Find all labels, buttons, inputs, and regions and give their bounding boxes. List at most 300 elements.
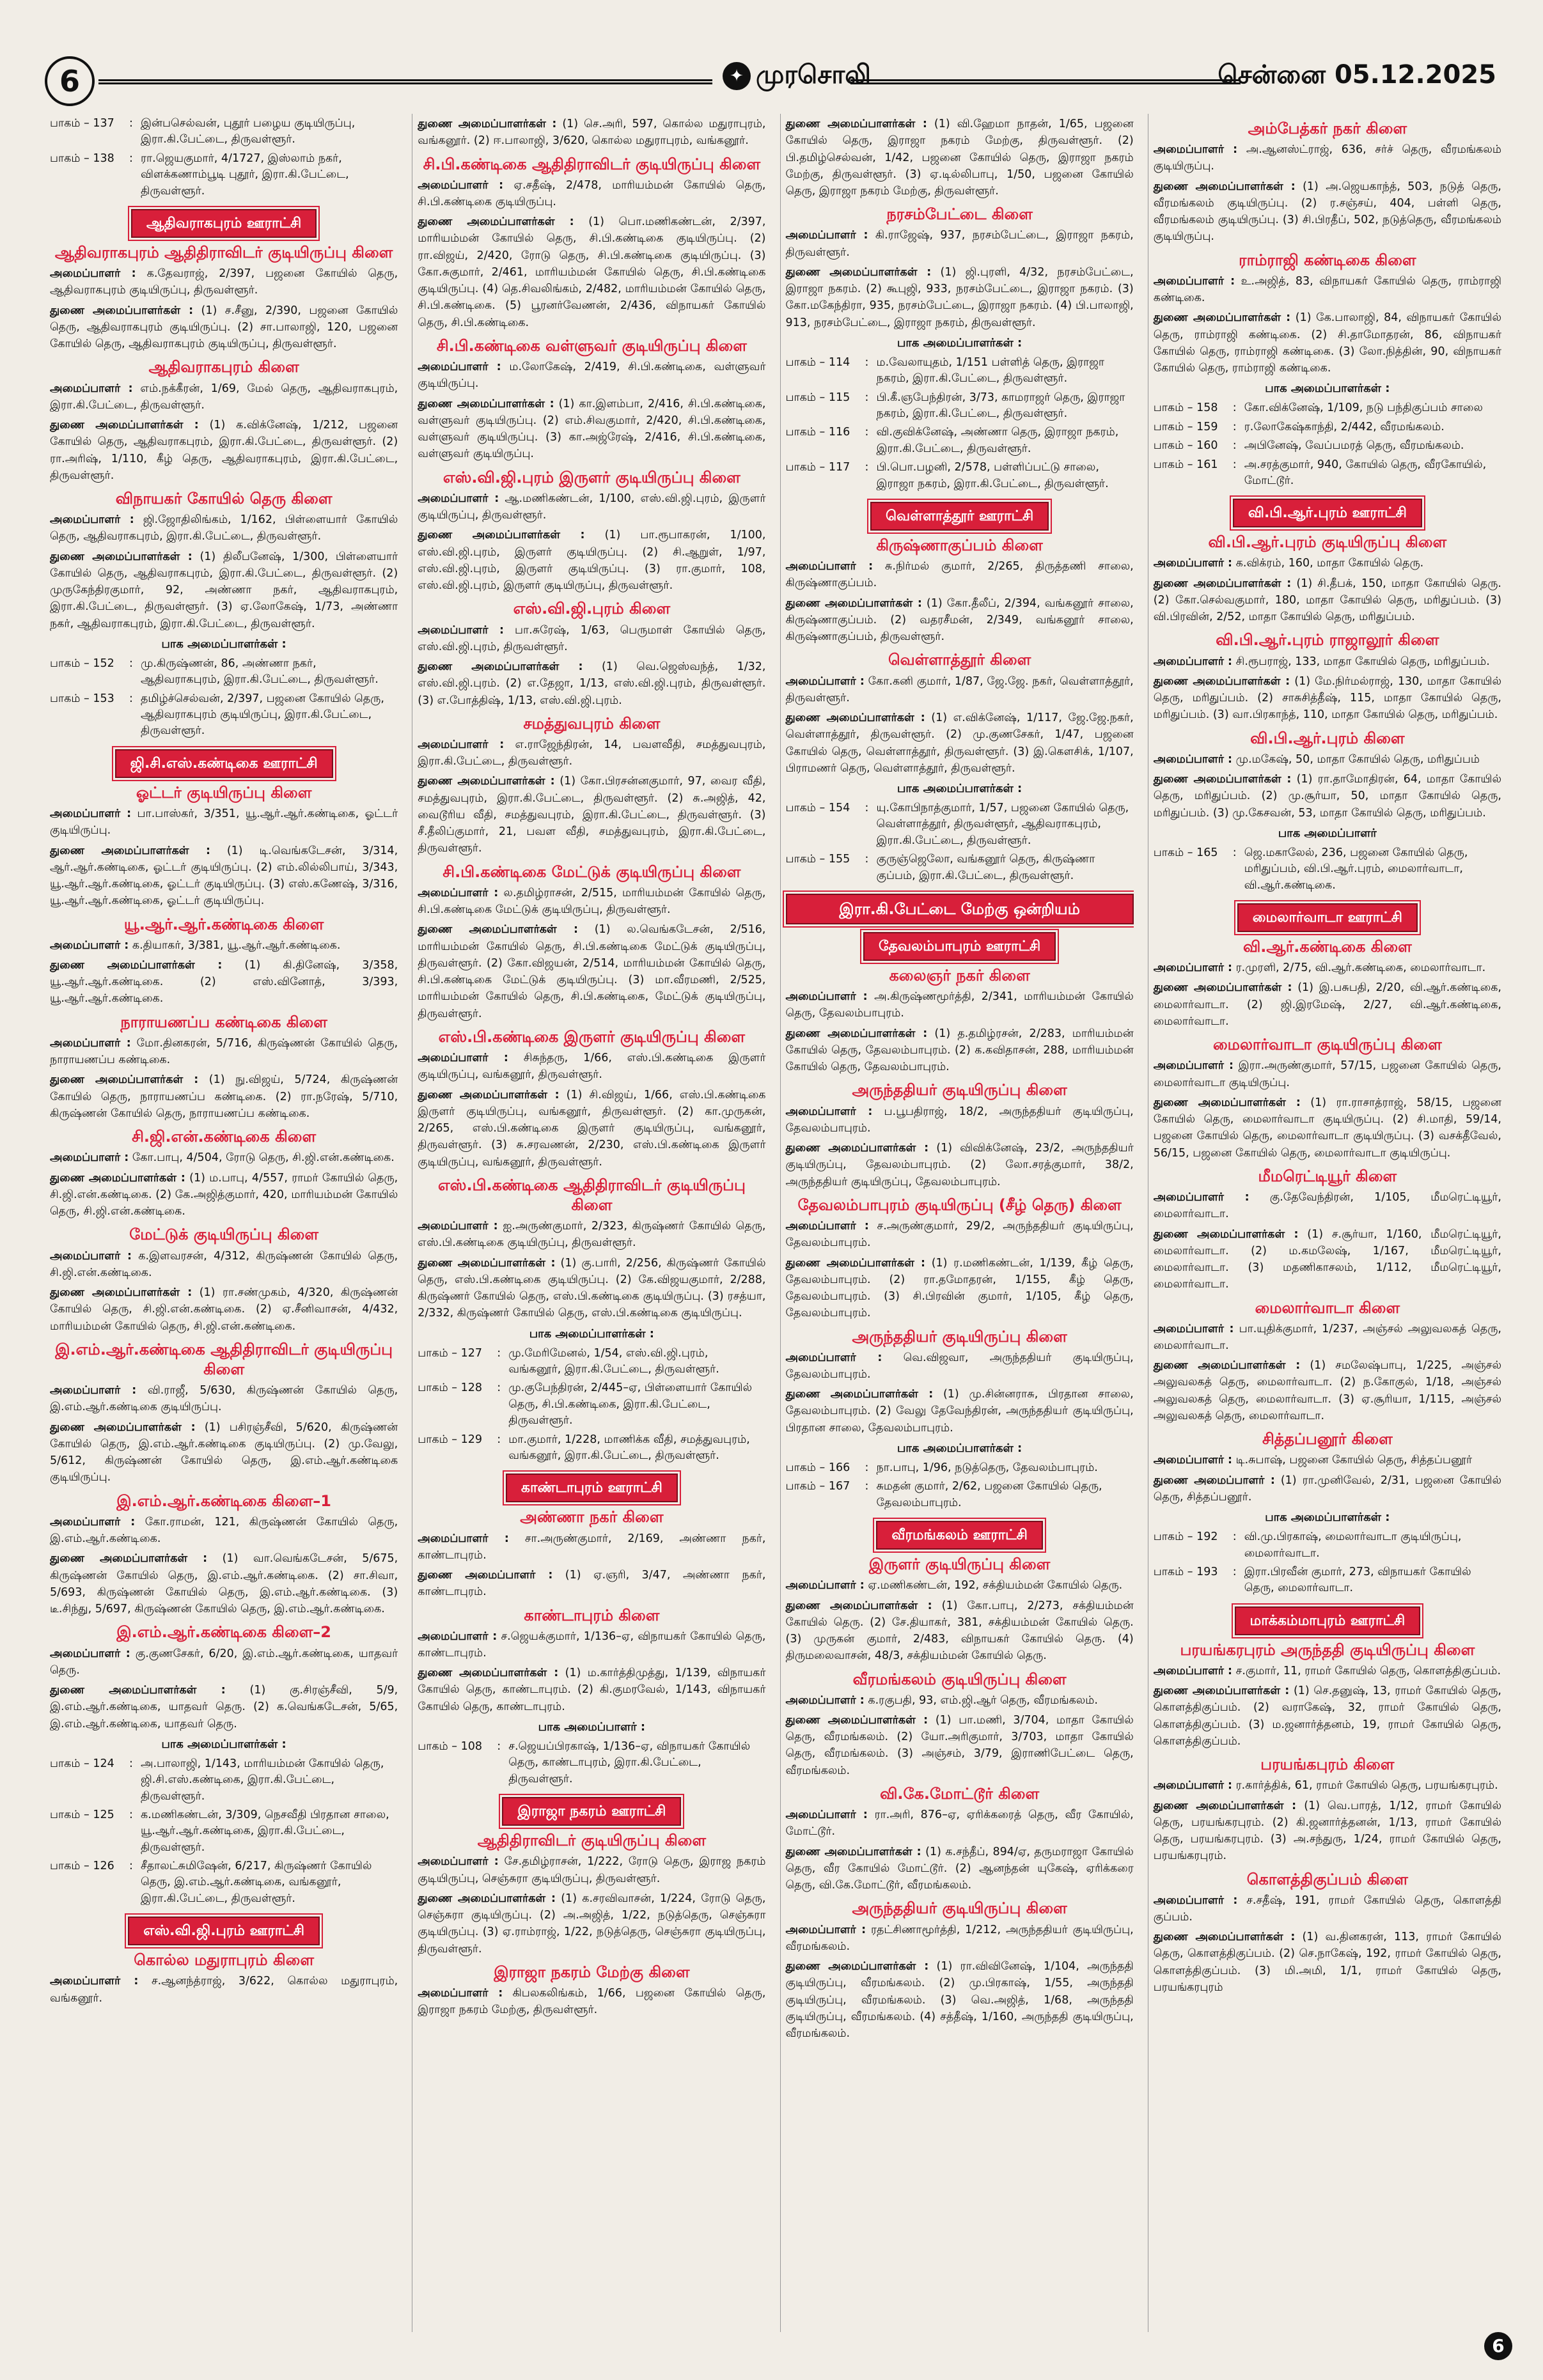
branch-heading: தேவலம்பாபுரம் குடியிருப்பு (சீழ் தெரு) கிளை bbox=[797, 1195, 1122, 1214]
entry-label: துணை அமைப்பாளர்கள் : bbox=[418, 1892, 556, 1905]
ward-number: பாகம் – 159 bbox=[1153, 420, 1218, 433]
entry-text: ஐ.அருண்குமார், 2/323, கிருஷ்ணர் கோயில் தெரு, எஸ்.பி.கண்டிகை குடியிருப்பு, திருவள்ளூர். bbox=[418, 1220, 766, 1250]
ward-number: பாகம் – 166 bbox=[785, 1461, 850, 1474]
branch-heading: வி.ஆர்.கண்டிகை கிளை bbox=[1242, 937, 1412, 956]
entry-text: (1) க.சரவிவாசன், 1/224, ரோடு தெரு, செஞ்சுரா குடியிருப்பு. (2) அ.அஜித், 1/22, நடுத்தெரு, செஞ்சுரா குடியிருப்பு. (3) ஏ.ராம்ராஜ், 1/22, நடுத்தெரு, செஞ்சுரா குடியிருப்பு, திருவள்ளூர். bbox=[418, 1892, 766, 1956]
entry-text: (1) சி.தீபக், 150, மாதா கோயில் தெரு. (2) கோ.செல்வகுமார், 180, மாதா கோயில் தெரு, மரிதுப்பம். (3) வி.பிரவின், 2/52, மாதா கோயில் தெரு, மரிதுப்பம். bbox=[1153, 577, 1501, 624]
ward-colon: : bbox=[865, 391, 869, 404]
entry-paragraph bbox=[1154, 1189, 1501, 1223]
entry-paragraph bbox=[786, 1577, 1134, 1594]
ward-colon: : bbox=[865, 1480, 869, 1493]
entry-paragraph bbox=[786, 710, 1134, 777]
entry-paragraph bbox=[418, 1665, 765, 1715]
entry-text: (1) வெ.ஜெஸ்வந்த், 1/32, எஸ்.வி.ஜி.புரம். (2) எ.தேஜா, 1/13, எஸ்.வி.ஜி.புரம், திருவள்ளூர். (3) எ.போத்திஷ், 1/13, எஸ்.வி.ஜி.புரம். bbox=[418, 660, 766, 707]
entry-text: (1) ரா.ராசாத்ராஜ், 58/15, பஜனை கோயில் தெரு, மைலார்வாடா குடியிருப்பு. (2) சி.மாதி, 59/14, பஜனை கோயில் தெரு, மைலார்வாடா குடியிருப்பு. (3) வசக்தீவேல், 56/15, பஜனை கோயில் தெரு, மைலார்வாடா குடியிருப்பு. bbox=[1153, 1096, 1501, 1160]
entry-label: அமைப்பாளர் : bbox=[50, 1384, 137, 1397]
entry-label: அமைப்பாளர் : bbox=[50, 1151, 129, 1165]
entry-label: அமைப்பாளர் : bbox=[418, 361, 501, 374]
section-band: ஆதிவராகபுரம் ஊராட்சி bbox=[131, 209, 317, 238]
entry-label: அமைப்பாளர் : bbox=[1153, 1664, 1233, 1677]
article-columns bbox=[50, 114, 1501, 2332]
entry-label: துணை அமைப்பாளர்கள் : bbox=[1153, 1684, 1290, 1698]
entry-paragraph bbox=[50, 937, 398, 954]
branch-heading: வி.பி.ஆர்.புரம் ராஜாலூர் கிளை bbox=[1216, 631, 1439, 649]
entry-label: துணை அமைப்பாளர்கள் : bbox=[785, 596, 922, 610]
entry-paragraph bbox=[50, 805, 398, 839]
entry-text: (1) சி.விஜய், 1/66, எஸ்.பி.கண்டிகை இருளர் குடியிருப்பு, வங்கனூர், திருவள்ளூர். (2) கா.முருகன், 2/265, எஸ்.பி.கண்டிகை இருளர் குடியிருப்பு, வங்கனூர், திருவள்ளூர். (3) சு.சரவணன், 2/230, எஸ்.பி.கண்டிகை இருளர் குடியிருப்பு, வங்கனூர், திருவள்ளூர். bbox=[418, 1088, 766, 1169]
entry-label: துணை அமைப்பாளர்கள் : bbox=[418, 775, 555, 788]
ward-number: பாகம் – 108 bbox=[418, 1739, 482, 1753]
branch-heading: சித்தப்பனூர் கிளை bbox=[1262, 1430, 1393, 1449]
entry-text: கு.குணசேகர், 6/20, இ.எம்.ஆர்.கண்டிகை, யாதவர் தெரு. bbox=[50, 1647, 398, 1677]
branch-heading: பரயங்கரபுரம் அருந்ததி குடியிருப்பு கிளை bbox=[1180, 1640, 1475, 1659]
entry-text: வி.ராஜீ, 5/630, கிருஷ்ணன் கோயில் தெரு, இ.எம்.ஆர்.கண்டிகை குடியிருப்பு. bbox=[50, 1384, 398, 1414]
ward-colon: : bbox=[865, 355, 869, 369]
entry-text: மோ.தினகரன், 5/716, கிருஷ்ணன் கோயில் தெரு, நாராயணப்ப கண்டிகை. bbox=[50, 1036, 398, 1067]
entry-label: அமைப்பாளர் : bbox=[50, 807, 132, 820]
entry-paragraph bbox=[1154, 653, 1501, 670]
entry-label: துணை அமைப்பாளர்கள் : bbox=[785, 712, 925, 725]
entry-paragraph bbox=[50, 1284, 398, 1335]
entry-paragraph bbox=[1154, 771, 1501, 821]
entry-label: அமைப்பாளர் : bbox=[785, 674, 865, 688]
entry-paragraph bbox=[418, 658, 765, 709]
entry-text: (1) திலீபனேஷ், 1/300, பிள்ளையார் கோயில் தெரு, ஆதிவராகபுரம், இரா.கி.பேட்டை, திருவள்ளூர். (2) முருகேந்திரகுமார், 92, அண்ணா நகர், ஆதிவராகபுரம், இரா.கி.பேட்டை, திருவள்ளூர். (3) ஏ.லோகேஷ், 1/73, அண்ணா நகர், ஆதிவராகபுரம், இரா.கி.பேட்டை, திருவள்ளூர். bbox=[50, 550, 398, 630]
entry-paragraph bbox=[1154, 1094, 1501, 1162]
ward-number: பாகம் – 155 bbox=[785, 853, 850, 866]
entry-label: அமைப்பாளர் : bbox=[785, 1923, 866, 1936]
entry-label: அமைப்பாளர் : bbox=[785, 1220, 869, 1233]
entry-label: துணை அமைப்பாளர்கள் : bbox=[1153, 1931, 1296, 1944]
entry-text: (1) வ.தினகரன், 113, ராமர் கோயில் தெரு, கொளத்திகுப்பம். (2) செ.நாகேஷ், 192, ராமர் கோயில் தெரு, கொளத்திகுப்பம். (3) மி.அமி, 1/1, ராமர் கோயில் தெரு, பரயங்கரபுரம் bbox=[1153, 1931, 1501, 1994]
entry-label: அமைப்பாளர் : bbox=[785, 1693, 865, 1707]
section-band: எஸ்.வி.ஜி.புரம் ஊராட்சி bbox=[128, 1917, 320, 1945]
ward-detail: பி.பொ.பழனி, 2/578, பள்ளிப்பட்டு சாலை, இராஜா நகரம், இரா.கி.பேட்டை, திருவள்ளூர். bbox=[876, 461, 1109, 490]
entry-text: க.தியாகர், 3/381, யூ.ஆர்.ஆர்.கண்டிகை. bbox=[132, 938, 341, 952]
entry-label: அமைப்பாளர் : bbox=[1153, 1779, 1233, 1793]
entry-label: அமைப்பாளர் : bbox=[418, 1052, 508, 1065]
entry-paragraph bbox=[418, 177, 765, 211]
entry-text: (1) பா.ரூபாகரன், 1/100, எஸ்.வி.ஜி.புரம், இருளர் குடியிருப்பு. (2) சி.ஆறுள், 1/97, எஸ்.வி.ஜி.புரம், இருளர் குடியிருப்பு. (3) ரா.குமார், 108, எஸ்.வி.ஜி.புரம், இருளர் குடியிருப்பு, திருவள்ளூர். bbox=[418, 529, 766, 593]
entry-paragraph bbox=[50, 1382, 398, 1416]
entry-paragraph bbox=[50, 1973, 398, 2007]
ward-colon: : bbox=[497, 1433, 501, 1446]
ward-colon: : bbox=[129, 117, 133, 130]
entry-label: துணை அமைப்பாளர்கள் : bbox=[1153, 577, 1292, 590]
entry-label: துணை அமைப்பாளர்கள் : bbox=[1153, 674, 1290, 688]
section-band: இராஜா நகரம் ஊராட்சி bbox=[502, 1797, 681, 1826]
entry-text: (1) சமலேஷ்பாபு, 1/225, அஞ்சல் அலுவலகத் தெரு, மைலார்வாடா. (2) ந.கோகுல், 1/18, அஞ்சல் அலுவலகத் தெரு, மைலார்வாடா. (3) ஏ.சூரியா, 1/115, அஞ்சல் அலுவலகத் தெரு, மைலார்வாடா. bbox=[1153, 1359, 1501, 1422]
entry-paragraph bbox=[418, 1985, 765, 2019]
branch-heading: அருந்ததியர் குடியிருப்பு கிளை bbox=[852, 1327, 1067, 1346]
ward-row bbox=[786, 354, 1134, 389]
ward-colon: : bbox=[1232, 401, 1237, 415]
entry-text: கிபலகலிங்கம், 1/66, பஜனை கோயில் தெரு, இராஜா நகரம் மேற்கு, திருவள்ளூர். bbox=[418, 1986, 766, 2017]
branch-heading: இ.எம்.ஆர்.கண்டிகை கிளை–2 bbox=[116, 1623, 331, 1642]
entry-text: (1) பொ.மணிகண்டன், 2/397, மாரியம்மன் கோயில் தெரு, சி.பி.கண்டிகை குடியிருப்பு. (2) ரா.விஜய், 2/420, ரோடு தெரு, சி.பி.கண்டிகை குடியிருப்பு. (3) கோ.சுகுமார், 2/461, மாரியம்மன் கோயில் தெரு, சி.பி.கண்டிகை குடியிருப்பு. (4) தெ.சிவலிங்கம், 2/482, மாரியம்மன் கோயில் தெரு, சி.பி.கண்டிகை. (5) பூரனர்வேணன், 2/436, விநாயகர் கோயில் தெரு, சி.பி.கண்டிகை. bbox=[418, 215, 766, 329]
entry-text: (1) ஜி.புரளி, 4/32, நரசம்பேட்டை, இராஜா நகரம். (2) கூபுஜி, 933, நரசம்பேட்டை, இராஜா நகரம். (3) கோ.மகேந்திரா, 935, நரசம்பேட்டை, இராஜா நகரம். (4) பி.பாலாஜி, 913, நரசம்பேட்டை, இராஜா நகரம், திருவள்ளூர். bbox=[785, 265, 1134, 329]
ward-detail: யு.கோபிநாத்குமார், 1/57, பஜனை கோயில் தெரு, வெள்ளாத்தூர், திருவள்ளூர், ஆதிவராகபுரம், இரா.கி.பேட்டை, திருவள்ளூர். bbox=[876, 802, 1129, 847]
ward-number: பாகம் – 138 bbox=[50, 152, 114, 165]
branch-heading: வெள்ளாத்தூர் கிளை bbox=[888, 651, 1031, 669]
entry-text: சே.தமிழ்ராசன், 1/222, ரோடு தெரு, இராஜ நகரம் குடியிருப்பு, செஞ்சுரா குடியிருப்பு, திருவள்ளூர். bbox=[418, 1855, 766, 1885]
entry-paragraph bbox=[418, 359, 765, 393]
entry-label: அமைப்பாளர் : bbox=[418, 178, 504, 192]
ward-colon: : bbox=[865, 461, 869, 474]
entry-text: அ.கிருஷ்ணமூர்த்தி, 2/341, மாரியம்மன் கோயில் தெரு, தேவலம்பாபுரம். bbox=[785, 990, 1134, 1020]
entry-text: க.ரகுபதி, 93, எம்.ஜி.ஆர் தெரு, வீரமங்கலம். bbox=[868, 1693, 1098, 1707]
entry-label: துணை அமைப்பாளர்கள் : bbox=[418, 118, 557, 130]
entry-paragraph bbox=[786, 116, 1134, 199]
branch-heading: மைலார்வாடா கிளை bbox=[1255, 1298, 1400, 1317]
entry-label: துணை அமைப்பாளர்கள் : bbox=[50, 844, 210, 857]
ward-colon: : bbox=[865, 802, 869, 815]
entry-label: அமைப்பாளர் : bbox=[418, 738, 505, 751]
entry-text: ர.கார்த்திக், 61, ராமர் கோயில் தெரு, பரயங்கரபுரம். bbox=[1235, 1779, 1498, 1793]
entry-paragraph bbox=[786, 264, 1134, 331]
ward-table bbox=[786, 800, 1134, 886]
entry-label: துணை அமைப்பாளர்கள் : bbox=[785, 118, 927, 130]
entry-paragraph bbox=[786, 1922, 1134, 1956]
entry-paragraph bbox=[50, 417, 398, 484]
branch-heading: சி.பி.கண்டிகை ஆதிதிராவிடர் குடியிருப்பு கிளை bbox=[423, 155, 761, 173]
entry-paragraph bbox=[1154, 1452, 1501, 1468]
entry-paragraph bbox=[786, 1807, 1134, 1840]
ward-colon: : bbox=[1232, 1565, 1237, 1578]
entry-text: ச.ஜெயக்குமார், 1/136–ஏ, விநாயகர் கோயில் தெரு, காண்டாபுரம். bbox=[418, 1629, 766, 1660]
subheading: பாக அமைப்பாளர்கள் : bbox=[1265, 382, 1390, 396]
entry-label: துணை அமைப்பாளர்கள் : bbox=[785, 1599, 932, 1612]
ward-row bbox=[1154, 844, 1501, 896]
entry-text: க.இளவரசன், 4/312, கிருஷ்ணன் கோயில் தெரு, சி.ஜி.என்.கண்டிகை. bbox=[50, 1249, 398, 1279]
entry-paragraph bbox=[1154, 309, 1501, 377]
branch-heading: ராம்ராஜி கண்டிகை கிளை bbox=[1239, 251, 1416, 269]
entry-label: அமைப்பாளர் : bbox=[50, 938, 129, 952]
ward-detail: ம.வேலாயுதம், 1/151 பள்ளித் தெரு, இராஜா நகரம், இரா.கி.பேட்டை, திருவள்ளூர். bbox=[876, 355, 1105, 385]
entry-text: (1) ச.சூர்யா, 1/160, மீமரெட்டியூர், மைலார்வாடா. (2) ம.கமலேஷ், 1/167, மீமரெட்டியூர், மைலார்வாடா. (3) மதணிகாசலம், 1/112, மீமரெட்டியூர், மைலார்வாடா. bbox=[1153, 1227, 1501, 1291]
entry-text: சி.ரூபராஜ், 133, மாதா கோயில் தெரு, மரிதுப்பம். bbox=[1235, 655, 1490, 668]
column-4 bbox=[1148, 114, 1501, 2332]
entry-paragraph bbox=[786, 1598, 1134, 1665]
subheading: பாக அமைப்பாளர்கள் : bbox=[161, 1737, 286, 1751]
entry-label: துணை அமைப்பாளர்கள் : bbox=[418, 1667, 559, 1680]
entry-text: ஆ.மணிகண்டன், 1/100, எஸ்.வி.ஜி.புரம், இருளர் குடியிருப்பு, திருவள்ளூர். bbox=[418, 492, 766, 522]
ward-detail: நா.பாபு, 1/96, நடுத்தெரு, தேவலம்பாபுரம். bbox=[876, 1461, 1098, 1474]
ward-row bbox=[50, 655, 398, 690]
ward-detail: குருஞ்ஜெலோ, வங்கனூர் தெரு, கிருஷ்ணா குப்பம், இரா.கி.பேட்டை, திருவள்ளூர். bbox=[876, 853, 1095, 882]
entry-label: அமைப்பாளர் : bbox=[50, 1036, 131, 1050]
ward-row bbox=[786, 424, 1134, 459]
ward-number: பாகம் – 192 bbox=[1153, 1530, 1218, 1544]
ward-row bbox=[1154, 400, 1501, 418]
entry-paragraph bbox=[1154, 1472, 1501, 1506]
ward-row bbox=[1154, 419, 1501, 437]
entry-text: ச.அருண்குமார், 29/2, அருந்ததியர் குடியிருப்பு, தேவலம்பாபுரம். bbox=[785, 1220, 1134, 1250]
entry-label: துணை அமைப்பாளர்கள் : bbox=[418, 529, 585, 542]
entry-text: ல.தமிழ்ராசன், 2/515, மாரியம்மன் கோயில் தெரு, சி.பி.கண்டிகை மேட்டுக் குடியிருப்பு, திருவள்ளூர். bbox=[418, 886, 766, 917]
entry-label: அமைப்பாளர் : bbox=[1153, 1454, 1233, 1467]
ward-number: பாகம் – 161 bbox=[1153, 458, 1218, 471]
masthead bbox=[45, 56, 1496, 107]
ward-colon: : bbox=[865, 853, 869, 866]
entry-label: அமைப்பாளர் : bbox=[1153, 752, 1233, 766]
entry-paragraph bbox=[1154, 1663, 1501, 1679]
ward-row bbox=[1154, 1564, 1501, 1599]
entry-text: (1) கோ.தீலீப், 2/394, வங்கனூர் சாலை, கிருஷ்ணாகுப்பம். (2) வதரசீமன், 2/349, வங்கனூர் சாலை, கிருஷ்ணாகுப்பம், திருவள்ளூர். bbox=[785, 596, 1134, 644]
ward-table bbox=[50, 655, 398, 742]
ward-row bbox=[50, 1807, 398, 1858]
ward-row bbox=[1154, 1528, 1501, 1564]
ward-colon: : bbox=[129, 692, 133, 705]
subheading: பாக அமைப்பாளர்கள் : bbox=[529, 1326, 654, 1341]
entry-text: கோ.பாபு, 4/504, ரோடு தெரு, சி.ஜி.என்.கண்டிகை. bbox=[132, 1151, 395, 1165]
entry-text: ம.லோகேஷ், 2/419, சி.பி.கண்டிகை, வள்ளுவர் குடியிருப்பு. bbox=[418, 361, 766, 391]
entry-paragraph bbox=[1154, 960, 1501, 976]
subheading: பாக அமைப்பாளர்கள் : bbox=[897, 1441, 1022, 1455]
entry-label: துணை அமைப்பாளர்கள் : bbox=[418, 660, 583, 673]
ward-number: பாகம் – 116 bbox=[785, 426, 850, 439]
ward-number: பாகம் – 129 bbox=[418, 1433, 482, 1446]
entry-paragraph bbox=[50, 1550, 398, 1617]
entry-label: அமைப்பாளர் : bbox=[418, 492, 499, 505]
section-band: இரா.கி.பேட்டை மேற்கு ஒன்றியம் bbox=[786, 894, 1134, 924]
ward-detail: பி.கீ.ஞபேந்திரன், 3/73, காமராஜர் தெரு, இராஜா நகரம், இரா.கி.பேட்டை, திருவள்ளூர். bbox=[876, 391, 1125, 421]
entry-label: துணை அமைப்பாளர்கள் : bbox=[1153, 1359, 1301, 1373]
entry-paragraph bbox=[50, 1682, 398, 1732]
ward-number: பாகம் – 126 bbox=[50, 1860, 114, 1872]
ward-colon: : bbox=[497, 1381, 501, 1395]
branch-heading: அருந்ததியர் குடியிருப்பு கிளை bbox=[852, 1899, 1067, 1918]
dateline: சென்னை 05.12.2025 bbox=[1218, 60, 1496, 89]
subheading: பாக அமைப்பாளர் bbox=[1278, 826, 1377, 840]
ward-detail: ச.ஜெயப்பிரகாஷ், 1/136–ஏ, விநாயகர் கோயில் தெரு, காண்டாபுரம், இரா.கி.பேட்டை, திருவள்ளூர். bbox=[508, 1739, 751, 1785]
branch-heading: எஸ்.பி.கண்டிகை இருளர் குடியிருப்பு கிளை bbox=[438, 1027, 746, 1046]
entry-paragraph bbox=[786, 1103, 1134, 1137]
entry-label: அமைப்பாளர் : bbox=[1153, 1059, 1234, 1073]
entry-label: துணை அமைப்பாளர்கள் : bbox=[1153, 1799, 1297, 1812]
ward-row bbox=[1154, 456, 1501, 492]
entry-label: அமைப்பாளர் : bbox=[1153, 961, 1233, 975]
entry-text: (1) க.விக்னேஷ், 1/212, பஜனை கோயில் தெரு, ஆதிவராகபுரம், இரா.கி.பேட்டை, திருவள்ளூர். (2) ரா.அரிஷ், 1/110, கீழ் தெரு, ஆதிவராகபுரம், இரா.கி.பேட்டை, திருவள்ளூர். bbox=[50, 419, 398, 482]
ward-row bbox=[50, 150, 398, 201]
entry-paragraph bbox=[1154, 1929, 1501, 1996]
ward-table bbox=[50, 1755, 398, 1909]
entry-paragraph bbox=[50, 1514, 398, 1548]
entry-paragraph bbox=[418, 527, 765, 594]
entry-paragraph bbox=[50, 1419, 398, 1486]
entry-text: சு.நிர்மல் குமார், 2/265, திருத்தணி சாலை, கிருஷ்ணாகுப்பம். bbox=[785, 560, 1134, 590]
column-3 bbox=[780, 114, 1134, 2332]
entry-label: துணை அமைப்பாளர்கள் : bbox=[1153, 180, 1296, 193]
entry-paragraph bbox=[50, 302, 398, 353]
entry-label: துணை அமைப்பாளர்கள் : bbox=[785, 1845, 921, 1858]
entry-paragraph bbox=[1154, 178, 1501, 245]
ward-number: பாகம் – 124 bbox=[50, 1757, 114, 1770]
entry-paragraph bbox=[1154, 673, 1501, 724]
entry-text: பா.சுரேஷ், 1/63, பெருமாள் கோயில் தெரு, எஸ்.வி.ஜி.புரம், திருவள்ளூர். bbox=[418, 623, 766, 653]
branch-heading: சி.பி.கண்டிகை மேட்டுக் குடியிருப்பு கிளை bbox=[443, 862, 741, 881]
branch-heading: இ.எம்.ஆர்.கண்டிகை கிளை–1 bbox=[116, 1491, 331, 1510]
section-band: காண்டாபுரம் ஊராட்சி bbox=[506, 1474, 678, 1502]
ward-detail: சுமதன் குமார், 2/62, பஜனை கோயில் தெரு, தேவலம்பாபுரம். bbox=[876, 1480, 1102, 1509]
ward-colon: : bbox=[1232, 1530, 1237, 1544]
entry-paragraph bbox=[418, 622, 765, 656]
entry-paragraph bbox=[418, 921, 765, 1022]
entry-paragraph bbox=[50, 957, 398, 1007]
ward-detail: சீதாலட்சுமிஷேன், 6/217, கிருஷ்ணர் கோயில் தெரு, இ.எம்.ஆர்.கண்டிகை, வங்கனூர், இரா.கி.பேட்டை, திருவள்ளூர். bbox=[141, 1860, 372, 1905]
entry-text: ப.பூபதிராஜ், 18/2, அருந்ததியர் குடியிருப்பு, தேவலம்பாபுரம். bbox=[785, 1105, 1134, 1135]
entry-text: அ.ஆனஸ்ட்ராஜ், 636, சர்ச் தெரு, வீரமங்கலம் குடியிருப்பு. bbox=[1153, 143, 1501, 173]
branch-heading: வீரமங்கலம் குடியிருப்பு கிளை bbox=[852, 1670, 1067, 1688]
entry-label: அமைப்பாளர் : bbox=[50, 1249, 132, 1263]
entry-paragraph bbox=[1154, 1321, 1501, 1355]
entry-label: அமைப்பாளர் : bbox=[1153, 557, 1233, 570]
entry-paragraph bbox=[1154, 979, 1501, 1030]
page-number-badge: 6 bbox=[45, 56, 95, 106]
ward-number: பாகம் – 160 bbox=[1153, 439, 1218, 453]
entry-label: அமைப்பாளர் : bbox=[785, 229, 868, 242]
subheading: பாக அமைப்பாளர்கள் : bbox=[897, 782, 1022, 796]
entry-text: (1) ர.மணிகண்டன், 1/139, கீழ் தெரு, தேவலம்பாபுரம். (2) ரா.தமோதரன், 1/155, கீழ் தெரு, தேவலம்பாபுரம். (3) சி.பிரவின் குமார், 1/105, கீழ் தெரு, தேவலம்பாபுரம். bbox=[785, 1256, 1134, 1320]
entry-text: (1) மு.சின்னராசு, பிரதான சாலை, தேவலம்பாபுரம். (2) வேலு தேவேந்திரன், அருந்ததியர் குடியிருப்பு, பிரதான சாலை, தேவலம்பாபுரம். bbox=[785, 1388, 1134, 1435]
entry-paragraph bbox=[1154, 1683, 1501, 1750]
ward-row bbox=[418, 1380, 765, 1431]
entry-label: துணை அமைப்பாளர்கள் : bbox=[50, 1420, 196, 1434]
entry-text: கோ.கனி குமார், 1/87, ஜே.ஜே. நகர், வெள்ளாத்தூர், திருவள்ளூர். bbox=[785, 674, 1134, 704]
entry-text: (1) நு.விஜய், 5/724, கிருஷ்ணன் கோயில் தெரு, நாராயணப்ப கண்டிகை. (2) ரா.நரேஷ், 5/710, கிருஷ்ணன் கோயில் தெரு, நாராயணப்ப கண்டிகை. bbox=[50, 1073, 398, 1120]
entry-text: வெ.விஜவா, அருந்ததியர் குடியிருப்பு, தேவலம்பாபுரம். bbox=[785, 1351, 1134, 1381]
entry-text: (1) கோ.பிரசன்னகுமார், 97, வைர வீதி, சமத்துவபுரம், இரா.கி.பேட்டை, திருவள்ளூர். (2) சு.அஜித், 42, வைடூரிய வீதி, சமத்துவபுரம், இரா.கி.பேட்டை, திருவள்ளூர். (3) சீ.தீலிப்குமார், 21, பவள வீதி, சமத்துவபுரம், இரா.கி.பேட்டை, திருவள்ளூர். bbox=[418, 775, 766, 855]
ward-row bbox=[786, 851, 1134, 886]
entry-paragraph bbox=[50, 843, 398, 910]
ward-colon: : bbox=[129, 152, 133, 165]
entry-paragraph bbox=[418, 1050, 765, 1084]
ward-colon: : bbox=[129, 1860, 133, 1872]
entry-paragraph bbox=[1154, 141, 1501, 175]
entry-label: துணை அமைப்பாளர்கள் : bbox=[50, 304, 194, 317]
entry-paragraph bbox=[786, 595, 1134, 646]
ward-detail: கோ.விக்னேஷ், 1/109, நடு பந்திகுப்பம் சாலை bbox=[1244, 401, 1483, 415]
ward-colon: : bbox=[129, 657, 133, 670]
ward-colon: : bbox=[129, 1757, 133, 1770]
entry-paragraph bbox=[786, 1958, 1134, 2042]
entry-paragraph bbox=[50, 511, 398, 545]
entry-paragraph bbox=[418, 1255, 765, 1322]
entry-text: (1) ரா.தாமோதிரன், 64, மாதா கோயில் தெரு, மரிதுப்பம். (2) மு.சூர்யா, 50, மாதா கோயில் தெரு, மரிதுப்பம். (3) மு.கேசவன், 53, மாதா கோயில் தெரு, மரிதுப்பம். bbox=[1153, 773, 1501, 820]
ward-number: பாகம் – 114 bbox=[785, 355, 850, 369]
entry-paragraph bbox=[418, 116, 765, 150]
entry-text: ஏ.சதீஷ், 2/478, மாரியம்மன் கோயில் தெரு, சி.பி.கண்டிகை குடியிருப்பு. bbox=[418, 178, 766, 208]
branch-heading: ஆதிதிராவிடர் குடியிருப்பு கிளை bbox=[477, 1832, 706, 1850]
entry-label: துணை அமைப்பாளர்கள் : bbox=[1153, 773, 1292, 786]
entry-paragraph bbox=[50, 380, 398, 414]
branch-heading: எஸ்.பி.கண்டிகை ஆதிதிராவிடர் குடியிருப்பு கிளை bbox=[437, 1176, 746, 1214]
entry-paragraph bbox=[50, 1149, 398, 1166]
ward-colon: : bbox=[497, 1739, 501, 1753]
entry-label: துணை அமைப்பாளர்கள் : bbox=[50, 419, 199, 432]
ward-number: பாகம் – 117 bbox=[785, 461, 850, 474]
ward-detail: க.மணிகண்டன், 3/309, நெசவீதி பிரதான சாலை, யூ.ஆர்.ஆர்.கண்டிகை, இரா.கி.பேட்டை, திருவள்ளூர். bbox=[141, 1808, 389, 1854]
entry-label: அமைப்பாளர் : bbox=[785, 990, 868, 1004]
subheading: பாக அமைப்பாளர்கள் : bbox=[1265, 1511, 1390, 1525]
entry-paragraph bbox=[1154, 1057, 1501, 1091]
ward-colon: : bbox=[865, 426, 869, 439]
entry-text: (1) கா.இளம்பா, 2/416, சி.பி.கண்டிகை, வள்ளுவர் குடியிருப்பு. (2) எம்.சிவகுமார், 2/420, சி.பி.கண்டிகை, வள்ளுவர் குடியிருப்பு. (3) கா.அஜ்ரேஷ், 2/416, சி.பி.கண்டிகை, வள்ளுவர் குடியிருப்பு. bbox=[418, 397, 766, 461]
ward-row bbox=[786, 389, 1134, 424]
entry-text: (1) ஏ.ஞரி, 3/47, அண்ணா நகர், காண்டாபுரம். bbox=[418, 1569, 766, 1599]
entry-paragraph bbox=[786, 988, 1134, 1022]
ward-detail: அ.பாலாஜி, 1/143, மாரியம்மன் கோயில் தெரு, ஜி.சி.எஸ்.கண்டிகை, இரா.கி.பேட்டை, திருவள்ளூர். bbox=[141, 1757, 384, 1803]
entry-label: அமைப்பாளர் : bbox=[785, 560, 873, 573]
entry-label: துணை அமைப்பாளர்கள் : bbox=[50, 1171, 185, 1185]
entry-text: சிசுந்தரு, 1/66, எஸ்.பி.கண்டிகை இருளர் குடியிருப்பு, வங்கனூர், திருவள்ளூர். bbox=[418, 1052, 766, 1082]
paper-title bbox=[723, 60, 871, 93]
subheading: பாக அமைப்பாளர்கள் : bbox=[897, 336, 1022, 350]
entry-text: சா.அருண்குமார், 2/169, அண்ணா நகர், காண்டாபுரம். bbox=[418, 1532, 766, 1562]
entry-text: (1) ம.கார்த்திமுத்து, 1/139, விநாயகர் கோயில் தெரு, காண்டாபுரம். (2) கி.குமரவேல், 1/143, விநாயகர் கோயில் தெரு, காண்டாபுரம். bbox=[418, 1667, 766, 1713]
branch-heading: விநாயகர் கோயில் தெரு கிளை bbox=[115, 490, 333, 508]
entry-paragraph bbox=[1154, 273, 1501, 307]
ward-number: பாகம் – 125 bbox=[50, 1808, 114, 1821]
entry-label: அமைப்பாளர் : bbox=[785, 1105, 873, 1118]
entry-paragraph bbox=[786, 1712, 1134, 1779]
entry-label: அமைப்பாளர் : bbox=[418, 1855, 499, 1869]
entry-label: துணை அமைப்பாளர்கள் : bbox=[785, 265, 932, 279]
ward-table bbox=[1154, 844, 1501, 896]
entry-text: எம்.நக்கீரன், 1/69, மேல் தெரு, ஆதிவராகபுரம், இரா.கி.பேட்டை, திருவள்ளூர். bbox=[50, 382, 398, 412]
branch-heading: காண்டாபுரம் கிளை bbox=[524, 1606, 660, 1624]
entry-paragraph bbox=[786, 1255, 1134, 1322]
ward-table bbox=[786, 354, 1134, 494]
entry-paragraph bbox=[1154, 1892, 1501, 1926]
ward-number: பாகம் – 158 bbox=[1153, 401, 1218, 415]
branch-heading: மேட்டுக் குடியிருப்பு கிளை bbox=[129, 1225, 319, 1244]
entry-label: அமைப்பாளர் : bbox=[1153, 1894, 1238, 1907]
branch-heading: ஆதிவராகபுரம் கிளை bbox=[148, 358, 299, 377]
entry-label: துணை அமைப்பாளர்கள் : bbox=[50, 1286, 192, 1299]
entry-label: துணை அமைப்பாளர்கள் : bbox=[785, 1960, 929, 1973]
ward-detail: மு.குபேந்திரன், 2/445–ஏ, பிள்ளையார் கோயில் தெரு, சி.பி.கண்டிகை, இரா.கி.பேட்டை, திருவள்ளூர். bbox=[508, 1381, 752, 1427]
entry-paragraph bbox=[418, 773, 765, 857]
entry-paragraph bbox=[50, 1248, 398, 1282]
entry-text: (1) மே.நிர்மல்ராஜ், 130, மாதா கோயில் தெரு, மரிதுப்பம். (2) சாசுசித்தீஷ், 115, மாதா கோயில் தெரு, மரிதுப்பம். (3) வா.பிரகாந்த், 110, மாதா கோயில் தெரு, மரிதுப்பம். bbox=[1153, 674, 1501, 722]
ward-row bbox=[418, 1345, 765, 1380]
entry-paragraph bbox=[50, 1035, 398, 1069]
ward-number: பாகம் – 154 bbox=[785, 802, 850, 815]
entry-text: (1) கோ.பாபு, 2/273, சக்தியம்மன் கோயில் தெரு. (2) சே.தியாகர், 381, சக்தியம்மன் கோயில் தெரு. (3) முருகன் குமார், 2/483, விநாயகர் கோயில் தெரு. (4) திருமலைவாசன், 48/3, சக்தியம்மன் கோயில் தெரு. bbox=[785, 1599, 1134, 1663]
entry-label: துணை அமைப்பாளர்கள் : bbox=[785, 1388, 934, 1401]
branch-heading: மீமரெட்டியூர் கிளை bbox=[1258, 1167, 1397, 1185]
entry-paragraph bbox=[50, 1071, 398, 1122]
ward-detail: அபினேஷ், வேப்பமரத் தெரு, வீரமங்கலம். bbox=[1244, 439, 1464, 453]
branch-heading: ஆதிவராகபுரம் ஆதிதிராவிடர் குடியிருப்பு கிளை bbox=[54, 243, 393, 261]
ward-table bbox=[786, 1459, 1134, 1513]
entry-paragraph bbox=[1154, 1226, 1501, 1293]
branch-heading: கிருஷ்ணாகுப்பம் கிளை bbox=[876, 536, 1043, 554]
entry-label: துணை அமைப்பாளர்கள் : bbox=[1153, 311, 1291, 325]
entry-text: (1) ச.சீனு, 2/390, பஜனை கோயில் தெரு, ஆதிவராகபுரம் குடியிருப்பு. (2) சா.பாலாஜி, 120, பஜனை கோயில் தெரு, ஆதிவராகபுரம் குடியிருப்பு, திருவள்ளூர். bbox=[50, 304, 398, 351]
section-band: வி.பி.ஆர்.புரம் ஊராட்சி bbox=[1233, 499, 1422, 527]
torch-logo-icon: ✦ bbox=[723, 62, 751, 90]
section-band: மாக்கம்மாபுரம் ஊராட்சி bbox=[1235, 1606, 1421, 1635]
entry-paragraph bbox=[786, 1218, 1134, 1252]
section-band: தேவலம்பாபுரம் ஊராட்சி bbox=[863, 932, 1056, 961]
entry-label: அமைப்பாளர் : bbox=[50, 382, 133, 395]
entry-paragraph bbox=[50, 1170, 398, 1220]
ward-colon: : bbox=[865, 1461, 869, 1474]
entry-text: ரதட்சிணாமூர்த்தி, 1/212, அருந்ததியர் குடியிருப்பு, வீரமங்கலம். bbox=[785, 1923, 1134, 1953]
entry-text: பா.பாஸ்கர், 3/351, யூ.ஆர்.ஆர்.கண்டிகை, ஓட்டர் குடியிருப்பு. bbox=[50, 807, 398, 837]
